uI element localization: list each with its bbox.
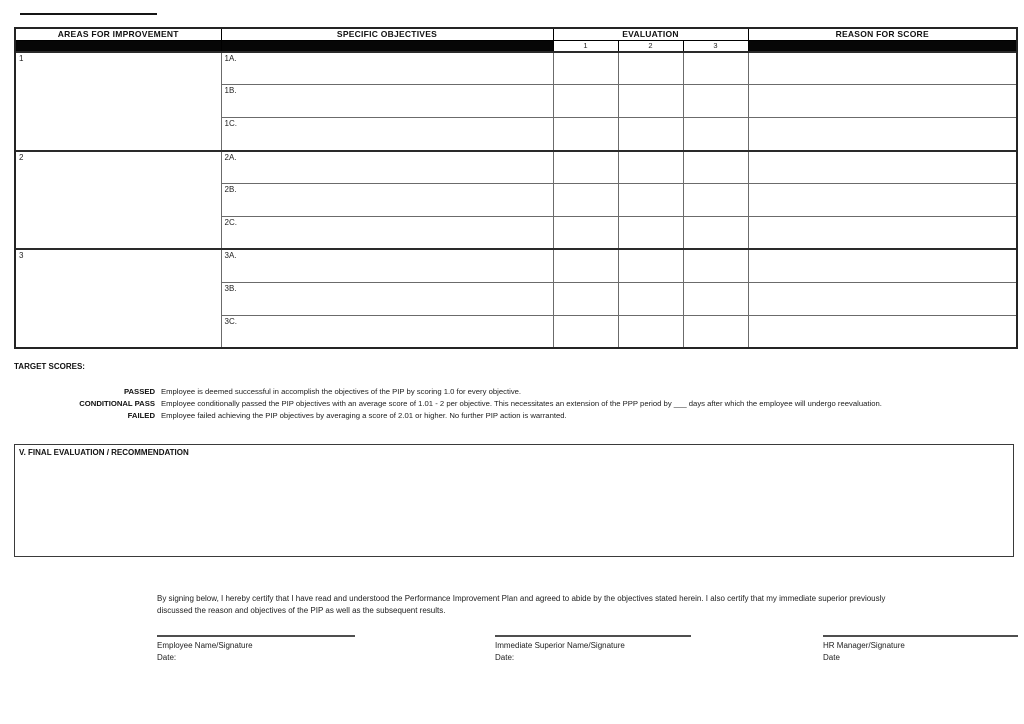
reason-for-score-cell [748, 85, 1017, 118]
signature-line [823, 635, 1018, 637]
certification-line: By signing below, I hereby certify that I have read and understood the Performance Improvement Plan and agreed to abide by the objectives stated herein. I also certify that my immediate superior previously [157, 594, 886, 603]
reason-for-score-cell [748, 282, 1017, 315]
evaluation-score-cell [553, 85, 618, 118]
evaluation-score-cell [618, 282, 683, 315]
target-score-description: Employee failed achieving the PIP objectives by averaging a score of 2.01 or higher. No further PIP action is warranted. [161, 411, 567, 420]
evaluation-score-cell [683, 85, 748, 118]
evaluation-score-cell [618, 249, 683, 282]
table-row [15, 249, 1017, 282]
objective-cell: 1C. [221, 118, 553, 151]
evaluation-score-cell [618, 52, 683, 85]
signature-line [495, 635, 691, 637]
signature-name-label: HR Manager/Signature [823, 641, 905, 650]
reason-for-score-cell [748, 216, 1017, 249]
area-for-improvement-cell: 3 [15, 249, 221, 348]
table-header-row [15, 28, 1017, 40]
table-row [15, 151, 1017, 184]
improvement-objectives-table [14, 27, 1018, 349]
header-separator-cell [748, 40, 1017, 52]
reason-for-score-cell [748, 52, 1017, 85]
evaluation-score-cell [683, 52, 748, 85]
evaluation-score-cell [683, 249, 748, 282]
evaluation-score-cell [618, 184, 683, 217]
eval-column-1-header: 1 [553, 40, 618, 52]
signature-date-label: Date [823, 653, 840, 662]
final-evaluation-box [14, 444, 1014, 557]
reason-for-score-cell [748, 249, 1017, 282]
header-separator-cell [221, 40, 553, 52]
certification-paragraph [157, 593, 885, 617]
area-for-improvement-cell: 1 [15, 52, 221, 151]
target-scores-title: TARGET SCORES: [14, 362, 85, 371]
target-score-label: CONDITIONAL PASS [79, 399, 155, 408]
eval-column-3-header: 3 [683, 40, 748, 52]
final-evaluation-title: V. FINAL EVALUATION / RECOMMENDATION [19, 448, 189, 457]
header-evaluation: EVALUATION [553, 28, 748, 40]
evaluation-score-cell [683, 216, 748, 249]
objective-cell: 2A. [221, 151, 553, 184]
objective-cell: 3A. [221, 249, 553, 282]
evaluation-score-cell [618, 315, 683, 348]
target-score-label: PASSED [123, 387, 155, 396]
header-separator-cell [15, 40, 221, 52]
top-artifact-line [20, 13, 157, 15]
signature-block-employee [157, 635, 355, 662]
evaluation-score-cell [553, 249, 618, 282]
table-subheader-row [15, 40, 1017, 52]
target-scores-list [14, 386, 882, 422]
target-score-description: Employee conditionally passed the PIP objectives with an average score of 1.01 - 2 per objective. This necessitates an extension of the PPP period by ___ days after which the employee will undergo reevaluation. [161, 399, 882, 408]
signature-date-label: Date: [157, 653, 177, 662]
reason-for-score-cell [748, 151, 1017, 184]
signature-name-label: Immediate Superior Name/Signature [495, 641, 625, 650]
evaluation-score-cell [683, 184, 748, 217]
evaluation-score-cell [683, 118, 748, 151]
objective-cell: 2B. [221, 184, 553, 217]
reason-for-score-cell [748, 315, 1017, 348]
evaluation-score-cell [618, 151, 683, 184]
evaluation-score-cell [553, 184, 618, 217]
evaluation-score-cell [553, 282, 618, 315]
header-areas-for-improvement: AREAS FOR IMPROVEMENT [15, 28, 221, 40]
table-row [15, 52, 1017, 85]
evaluation-score-cell [683, 315, 748, 348]
evaluation-score-cell [618, 216, 683, 249]
signature-name-label: Employee Name/Signature [157, 641, 253, 650]
header-specific-objectives: SPECIFIC OBJECTIVES [221, 28, 553, 40]
reason-for-score-cell [748, 184, 1017, 217]
evaluation-score-cell [618, 85, 683, 118]
signature-block-immediate-superior [495, 635, 691, 662]
evaluation-score-cell [553, 151, 618, 184]
evaluation-score-cell [553, 315, 618, 348]
evaluation-score-cell [553, 216, 618, 249]
eval-column-2-header: 2 [618, 40, 683, 52]
target-score-item-conditional-pass [14, 398, 882, 410]
target-score-label: FAILED [127, 411, 155, 420]
objective-cell: 3C. [221, 315, 553, 348]
evaluation-score-cell [683, 151, 748, 184]
target-score-description: Employee is deemed successful in accomplish the objectives of the PIP by scoring 1.0 for every objective. [161, 387, 522, 396]
objective-cell: 1A. [221, 52, 553, 85]
reason-for-score-cell [748, 118, 1017, 151]
evaluation-score-cell [553, 52, 618, 85]
signature-block-hr-manager [823, 635, 1018, 662]
area-for-improvement-cell: 2 [15, 151, 221, 250]
objective-cell: 2C. [221, 216, 553, 249]
header-reason-for-score: REASON FOR SCORE [748, 28, 1017, 40]
objective-cell: 1B. [221, 85, 553, 118]
objective-cell: 3B. [221, 282, 553, 315]
target-score-item-passed [14, 386, 882, 398]
evaluation-score-cell [553, 118, 618, 151]
certification-line: discussed the reason and objectives of the PIP as well as the subsequent results. [157, 606, 446, 615]
signature-date-label: Date: [495, 653, 515, 662]
evaluation-score-cell [683, 282, 748, 315]
signature-line [157, 635, 355, 637]
target-score-item-failed [14, 410, 882, 422]
evaluation-score-cell [618, 118, 683, 151]
